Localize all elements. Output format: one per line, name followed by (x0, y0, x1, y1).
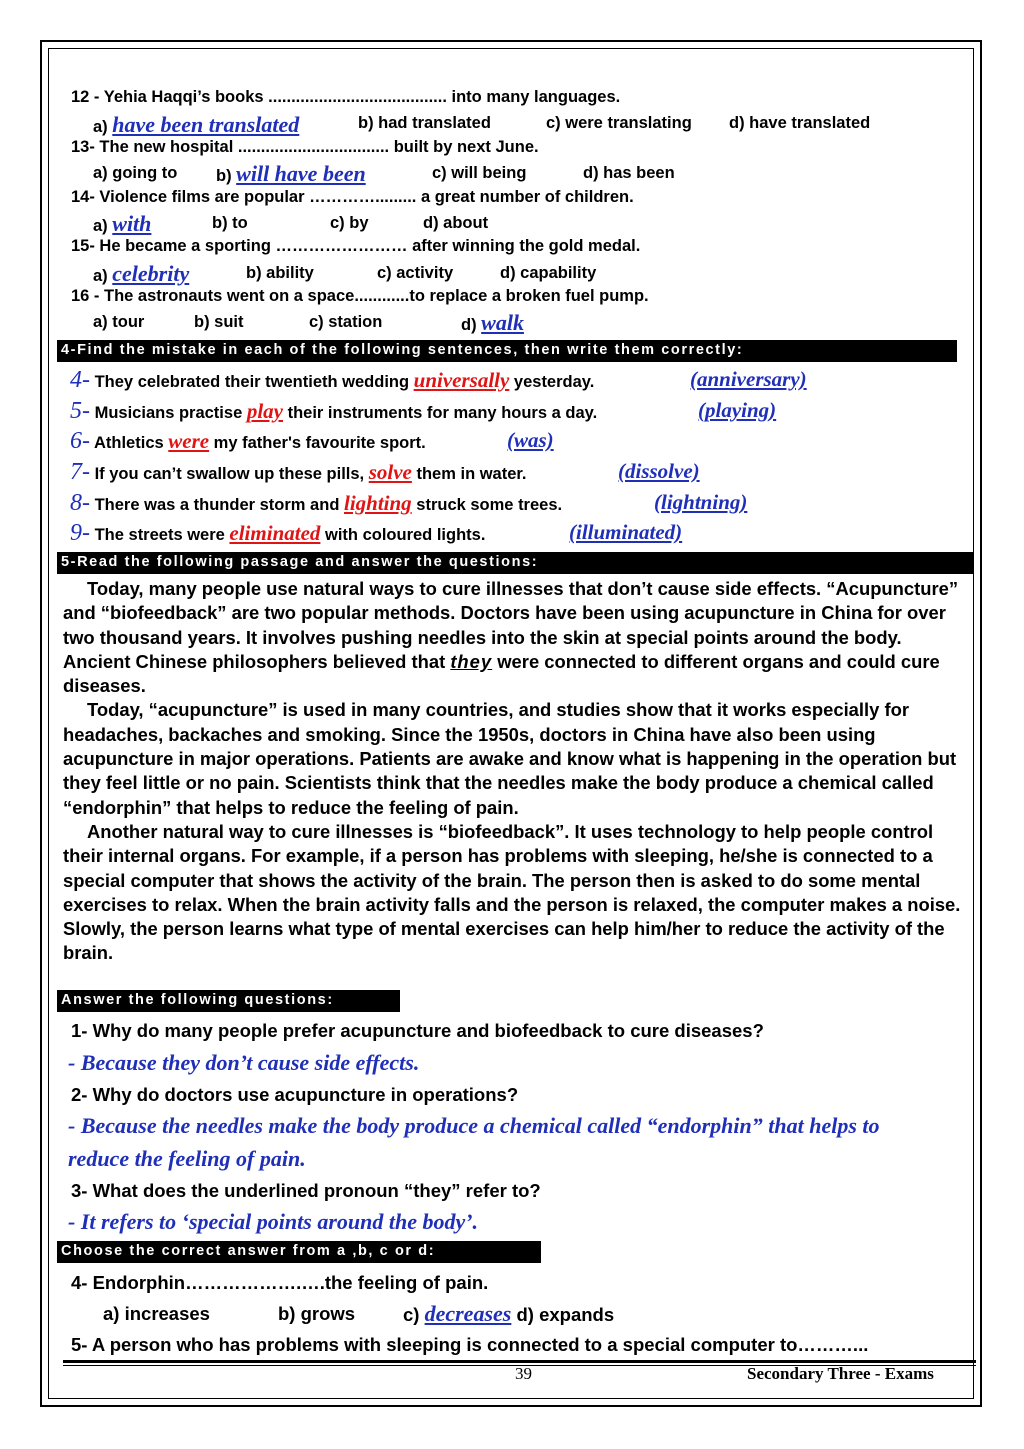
question-15-option-b: b) ability (246, 264, 314, 282)
passage-paragraph-2: Today, “acupuncture” is used in many countries, and studies show that it works especially for headaches, backaches and smoking. Since the 1950s, doctors in China have also been using acupuncture in major operations. Patients are awake and know what is happening in the operation but they feel little or no pain. Scientists think that the needles make the body produce a chemical called “endorphin” that helps to reduce the feeling of pain. (63, 699, 957, 818)
choose-question-5: 5- A person who has problems with sleeping is connected to a special computer to………... (71, 1334, 869, 1355)
question-15-option-a: a) celebrity (93, 261, 190, 286)
page-number: 39 (515, 1364, 532, 1383)
question-14-option-d: d) about (423, 214, 489, 232)
comprehension-question-1: 1- Why do many people prefer acupuncture and biofeedback to cure diseases? (71, 1020, 764, 1041)
mistake-item-4: 4- They celebrated their twentieth wedding universally yesterday. (70, 367, 595, 393)
question-12-stem: 12 - Yehia Haqqi’s books ....................................... into many languages. (71, 88, 621, 106)
mistake-word: universally (413, 368, 510, 392)
choose-question-4: 4- Endorphin……………….….the feeling of pain. (71, 1272, 489, 1293)
mistake-item-7: 7- If you can’t swallow up these pills, solve them in water. (70, 459, 527, 485)
choose-question-4-option-c: c) decreases d) expands (403, 1301, 615, 1326)
answer-mark: decreases (424, 1301, 512, 1326)
comprehension-answer-2-line-2: reduce the feeling of pain. (68, 1146, 306, 1171)
mistake-item-9: 9- The streets were eliminated with coloured lights. (70, 520, 486, 546)
section-4-heading: 4-Find the mistake in each of the following sentences, then write them correctly: (57, 340, 957, 362)
correction-4: (anniversary) (690, 367, 807, 391)
passage-paragraph-1: Today, many people use natural ways to cure illnesses that don’t cause side effects. “Acupuncture” and “biofeedback” are two popular methods. Doctors have been using acupuncture in China for over two thousand years. It involves pushing needles into the skin at special points around the body. Ancient Chinese philosophers believed that they were connected to different organs and could cure diseases. (63, 578, 959, 697)
footer-label: Secondary Three - Exams (747, 1364, 934, 1383)
comprehension-answer-3: - It refers to ‘special points around the body’. (68, 1209, 479, 1234)
question-12-option-b: b) had translated (358, 114, 491, 132)
mistake-word: play (246, 399, 283, 423)
mistake-word: eliminated (229, 521, 321, 545)
correction-7: (dissolve) (618, 459, 700, 483)
passage-paragraph-3: Another natural way to cure illnesses is “biofeedback”. It uses technology to help people control their internal organs. For example, if a person has problems with sleeping, he/she is connected to a special computer that shows the activity of the brain. The person then is asked to do some mental exercises to relax. When the brain activity falls and the person is relaxed, the computer makes a noise. Slowly, the person learns what type of mental exercises can help him/her to reduce the activity of the brain. (63, 820, 961, 964)
question-13-option-a: a) going to (93, 164, 178, 182)
question-13-option-c: c) will being (432, 164, 527, 182)
answer-mark: will have been (236, 161, 366, 186)
footer-rule-thick (63, 1360, 976, 1363)
comprehension-question-2: 2- Why do doctors use acupuncture in operations? (71, 1084, 519, 1105)
mistake-item-8: 8- There was a thunder storm and lighting struck some trees. (70, 490, 563, 516)
mistake-item-5: 5- Musicians practise play their instruments for many hours a day. (70, 398, 598, 424)
choose-question-4-option-a: a) increases (103, 1303, 210, 1324)
mistake-item-6: 6- Athletics were my father's favourite sport. (70, 428, 426, 454)
question-14-option-a: a) with (93, 211, 152, 236)
question-15-option-d: d) capability (500, 264, 597, 282)
answer-questions-heading: Answer the following questions: (57, 990, 400, 1012)
question-16-option-c: c) station (309, 313, 383, 331)
question-13-option-b: b) will have been (216, 161, 366, 186)
question-14-option-b: b) to (212, 214, 248, 232)
comprehension-answer-2-line-1: - Because the needles make the body produce a chemical called “endorphin” that helps to (68, 1113, 880, 1138)
question-16-option-b: b) suit (194, 313, 244, 331)
mistake-word: solve (368, 460, 412, 484)
section-5-heading: 5-Read the following passage and answer the questions: (57, 552, 974, 574)
question-14-stem: 14- Violence films are popular …………......... a great number of children. (71, 188, 634, 206)
question-12-option-c: c) were translating (546, 114, 692, 132)
correction-8: (lightning) (654, 490, 748, 514)
choose-heading: Choose the correct answer from a ,b, c or d: (57, 1241, 541, 1263)
correction-6: (was) (507, 428, 554, 452)
correction-9: (illuminated) (569, 520, 683, 544)
answer-mark: celebrity (112, 261, 190, 286)
comprehension-question-3: 3- What does the underlined pronoun “they” refer to? (71, 1180, 541, 1201)
answer-mark: have been translated (112, 112, 300, 137)
question-14-option-c: c) by (330, 214, 369, 232)
choose-question-4-option-b: b) grows (278, 1303, 356, 1324)
comprehension-answer-1: - Because they don’t cause side effects. (68, 1050, 420, 1075)
mistake-word: were (168, 429, 210, 453)
question-12-option-d: d) have translated (729, 114, 871, 132)
answer-mark: walk (481, 310, 524, 335)
reading-passage (63, 577, 968, 966)
mistake-word: lighting (343, 491, 412, 515)
question-13-option-d: d) has been (583, 164, 675, 182)
answer-mark: with (112, 211, 152, 236)
question-16-option-a: a) tour (93, 313, 145, 331)
correction-5: (playing) (698, 398, 777, 422)
question-15-option-c: c) activity (377, 264, 454, 282)
question-12-option-a: a) have been translated (93, 112, 300, 137)
question-13-stem: 13- The new hospital ................................. built by next June. (71, 138, 539, 156)
question-16-option-d: d) walk (461, 310, 524, 335)
question-15-stem: 15- He became a sporting …………………… after winning the gold medal. (71, 237, 641, 255)
question-16-stem: 16 - The astronauts went on a space............to replace a broken fuel pump. (71, 287, 649, 305)
underlined-pronoun: they (450, 650, 493, 672)
